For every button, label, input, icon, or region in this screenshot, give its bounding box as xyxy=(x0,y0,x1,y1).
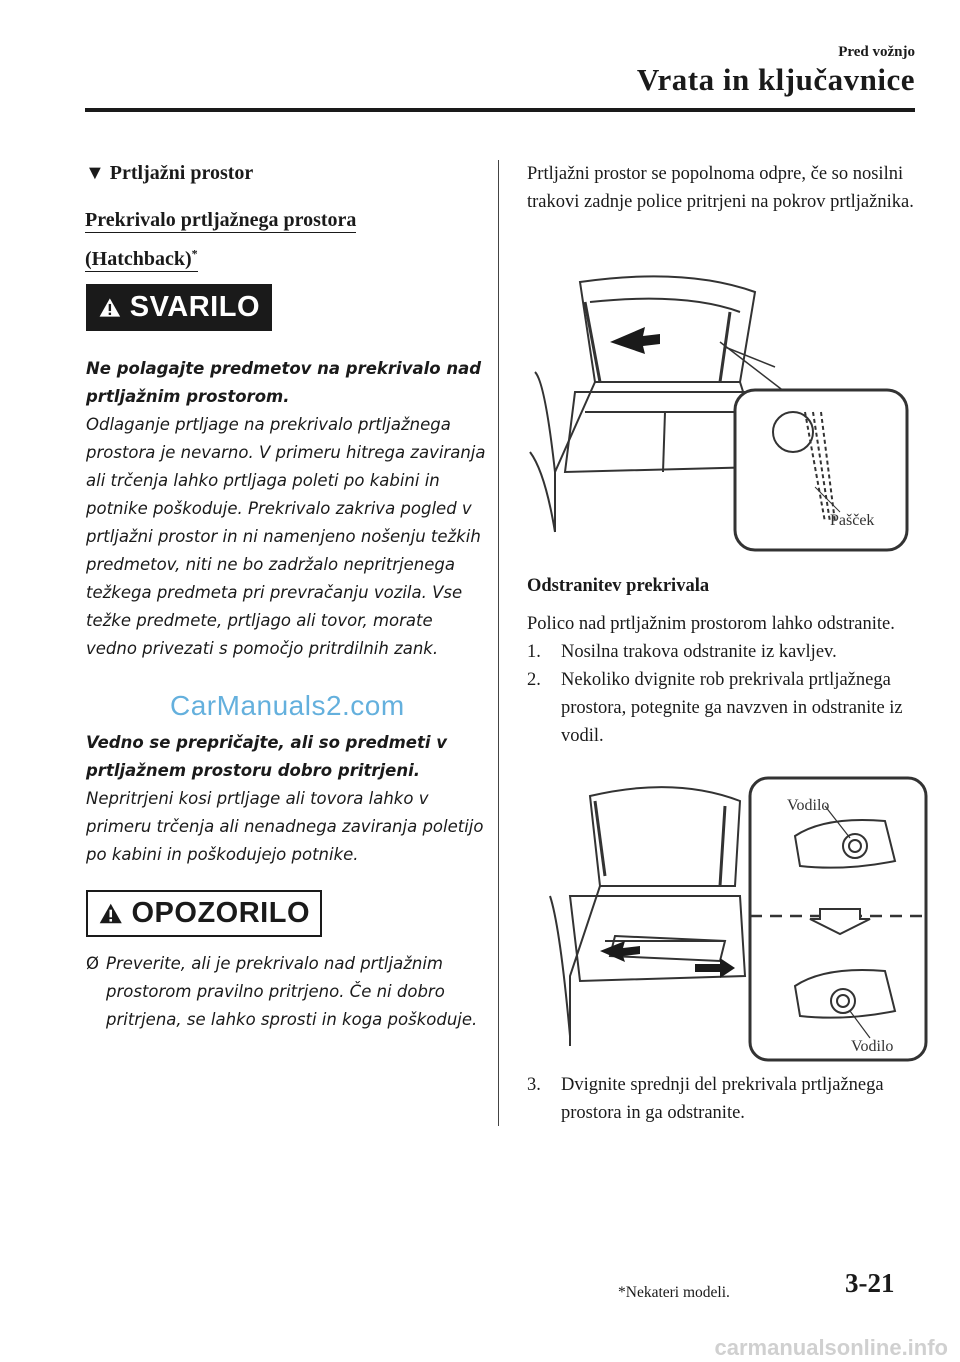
column-divider xyxy=(498,160,499,1126)
list-item: 2. Nekoliko dvignite rob prekrivala prtljažnega prostora, potegnite ga navzven in odstranite iz vodil. xyxy=(527,670,903,746)
warning-bold-2: Vedno se prepričajte, ali so predmeti v prtljažnem prostoru dobro pritrjeni. xyxy=(86,733,448,780)
page-number: 3-21 xyxy=(845,1268,895,1298)
warning-text-1 xyxy=(86,355,486,663)
section-title-text: Prtljažni prostor xyxy=(109,162,254,184)
footnote-marker: * xyxy=(191,246,198,260)
subtitle-line1: Prekrivalo prtljažnega prostora xyxy=(85,209,357,231)
removal-intro: Polico nad prtljažnim prostorom lahko odstranite. xyxy=(527,614,895,634)
cargo-strap-figure xyxy=(525,272,915,562)
section-header: Vrata in ključavnice xyxy=(636,62,915,97)
list-item: 1. Nosilna trakova odstranite iz kavljev. xyxy=(527,642,837,662)
section-title xyxy=(85,162,253,185)
caution-label: OPOZORILO xyxy=(131,897,310,929)
bullet-arrow-icon: Ø xyxy=(86,954,99,973)
warning-text-2 xyxy=(86,729,486,869)
warning-bold-1: Ne polagajte predmetov na prekrivalo nad prtljažnim prostorom. xyxy=(86,359,482,406)
warning-label: SVARILO xyxy=(129,291,260,323)
subsection-title xyxy=(85,204,356,276)
intro-paragraph: Prtljažni prostor se popolnoma odpre, če so nosilni trakovi zadnje police pritrjeni na pokrov prtljažnika. xyxy=(527,164,914,212)
guide-label-bottom: Vodilo xyxy=(851,1038,894,1055)
warning-triangle-icon xyxy=(98,294,122,321)
step-3 xyxy=(527,1071,917,1127)
removal-title: Odstranitev prekrivala xyxy=(527,576,710,596)
chapter-title: Pred vožnjo xyxy=(838,44,915,60)
caution-badge xyxy=(86,890,322,937)
site-watermark: carmanualsonline.info xyxy=(714,1335,948,1360)
list-item: 3. Dvignite sprednji del prekrivala prtljažnega prostora in ga odstranite. xyxy=(527,1075,884,1123)
guide-label-top: Vodilo xyxy=(787,797,830,814)
warning-badge xyxy=(86,284,272,331)
watermark-text: CarManuals2.com xyxy=(170,690,405,721)
removal-section xyxy=(527,572,917,750)
warning-body-2: Nepritrjeni kosi prtljage ali tovora lahko v primeru trčenja ali nenadnega zaviranja poletijo po kabini in poškodujejo potnike. xyxy=(86,789,484,864)
subtitle-line2: (Hatchback)* xyxy=(85,246,198,270)
caution-triangle-icon xyxy=(98,900,124,927)
header-rule xyxy=(85,108,915,112)
warning-body-1: Odlaganje prtljage na prekrivalo prtljažnega prostora je nevarno. V primeru hitrega zaviranja ali trčenja lahko prtljaga poleti po kabini in potnike poškoduje. Prekrivalo zakriva pogled v prtljažni prostor in ni namenjeno nošenju težkih predmetov, niti ne bo zadržalo nepritrjenega težkega predmeta pri prevračanju vozila. Vse težke predmete, prtljago ali tovor, morate vedno privezati s pomočjo pritrdilnih zank. xyxy=(86,415,486,658)
caution-text: Preverite, ali je prekrivalo nad prtljažnim prostorom pravilno pritrjeno. Če ni dobro pritrjena, se lahko sprosti in koga poškoduje. xyxy=(106,954,478,1029)
footnote: *Nekateri modeli. xyxy=(618,1284,730,1301)
triangle-marker-icon: ▼ xyxy=(85,162,105,184)
cover-guide-figure xyxy=(525,776,930,1066)
strap-label: Pašček xyxy=(830,512,875,529)
caution-item xyxy=(86,950,486,1034)
